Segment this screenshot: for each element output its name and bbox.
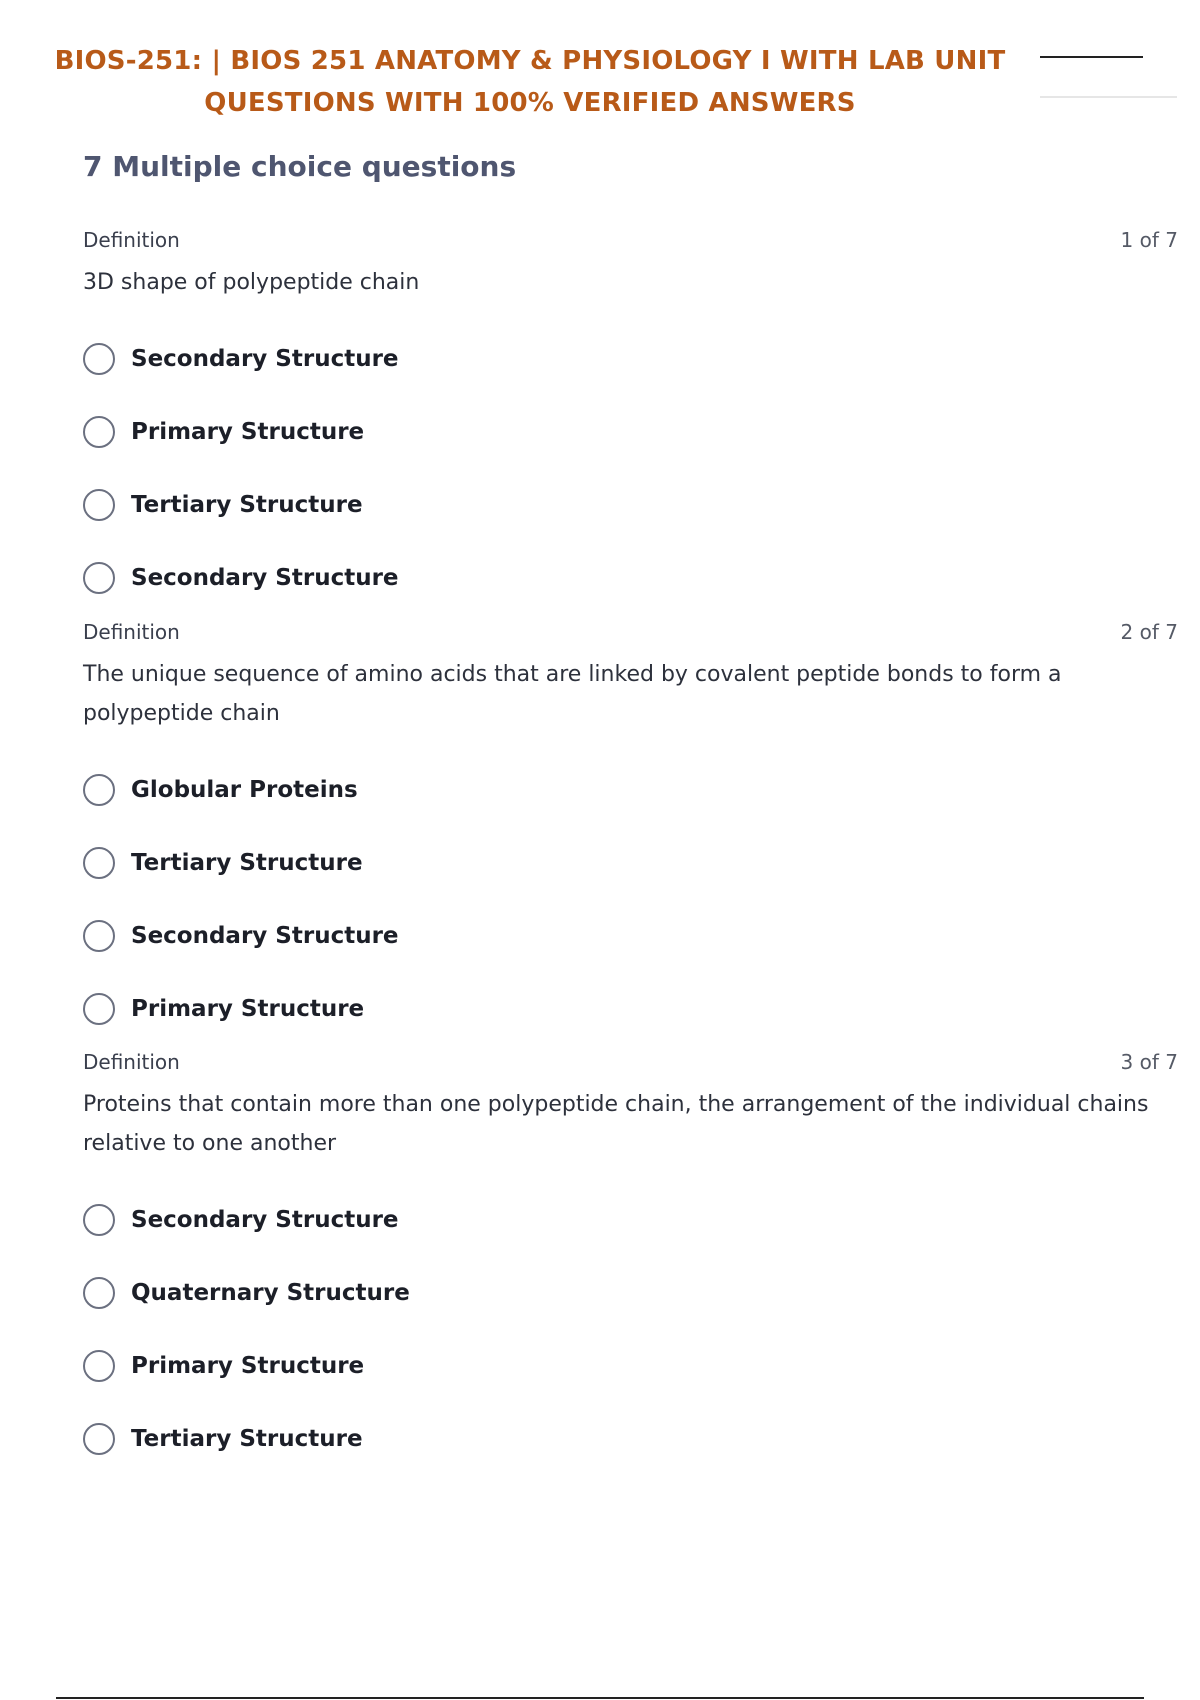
answer-option[interactable]: [83, 1329, 1178, 1402]
radio-button-icon[interactable]: [83, 774, 115, 806]
answer-option[interactable]: [83, 753, 1178, 826]
radio-button-icon[interactable]: [83, 562, 115, 594]
question-2: [83, 620, 1178, 1045]
answer-option-label: Secondary Structure: [131, 922, 399, 949]
answer-option-label: Secondary Structure: [131, 564, 399, 591]
answer-option[interactable]: [83, 468, 1178, 541]
answer-option[interactable]: [83, 541, 1178, 614]
radio-button-icon[interactable]: [83, 920, 115, 952]
answer-option[interactable]: [83, 972, 1178, 1045]
answer-options: [83, 1183, 1178, 1475]
answer-option[interactable]: [83, 1183, 1178, 1256]
question-text: 3D shape of polypeptide chain: [83, 270, 420, 295]
radio-button-icon[interactable]: [83, 1423, 115, 1455]
answer-option-label: Tertiary Structure: [131, 849, 363, 876]
section-title: 7 Multiple choice questions: [83, 150, 517, 183]
answer-option-label: Primary Structure: [131, 418, 365, 445]
answer-option-label: Secondary Structure: [131, 345, 399, 372]
answer-option-label: Quaternary Structure: [131, 1279, 410, 1306]
answer-option[interactable]: [83, 899, 1178, 972]
answer-option-label: Tertiary Structure: [131, 491, 363, 518]
radio-button-icon[interactable]: [83, 343, 115, 375]
title-rule: [1040, 56, 1143, 58]
answer-option-label: Globular Proteins: [131, 776, 358, 803]
question-counter: 1 of 7: [1120, 228, 1178, 252]
question-label: Definition: [83, 620, 180, 644]
question-3: [83, 1050, 1178, 1475]
radio-button-icon[interactable]: [83, 1204, 115, 1236]
document-title: [40, 40, 1020, 124]
question-text: Proteins that contain more than one polypeptide chain, the arrangement of the individual chains relative to one another: [83, 1092, 1149, 1156]
answer-options: [83, 753, 1178, 1045]
answer-option-label: Secondary Structure: [131, 1206, 399, 1233]
radio-button-icon[interactable]: [83, 416, 115, 448]
answer-option[interactable]: [83, 826, 1178, 899]
radio-button-icon[interactable]: [83, 489, 115, 521]
radio-button-icon[interactable]: [83, 993, 115, 1025]
question-1: [83, 228, 1178, 614]
answer-option[interactable]: [83, 1256, 1178, 1329]
question-label: Definition: [83, 1050, 180, 1074]
document-title-line-2: QUESTIONS WITH 100% VERIFIED ANSWERS: [204, 88, 856, 118]
question-counter: 2 of 7: [1120, 620, 1178, 644]
document-title-line-1: BIOS-251: | BIOS 251 ANATOMY & PHYSIOLOGY I WITH LAB UNIT: [54, 46, 1006, 76]
radio-button-icon[interactable]: [83, 847, 115, 879]
answer-option[interactable]: [83, 395, 1178, 468]
answer-option[interactable]: [83, 1402, 1178, 1475]
radio-button-icon[interactable]: [83, 1350, 115, 1382]
answer-option-label: Tertiary Structure: [131, 1425, 363, 1452]
footer-rule: [56, 1697, 1144, 1699]
question-text: The unique sequence of amino acids that are linked by covalent peptide bonds to form a polypeptide chain: [83, 662, 1062, 726]
answer-option-label: Primary Structure: [131, 1352, 365, 1379]
answer-options: [83, 322, 1178, 614]
title-rule-faint: [1040, 96, 1177, 98]
question-counter: 3 of 7: [1120, 1050, 1178, 1074]
answer-option[interactable]: [83, 322, 1178, 395]
answer-option-label: Primary Structure: [131, 995, 365, 1022]
question-label: Definition: [83, 228, 180, 252]
radio-button-icon[interactable]: [83, 1277, 115, 1309]
